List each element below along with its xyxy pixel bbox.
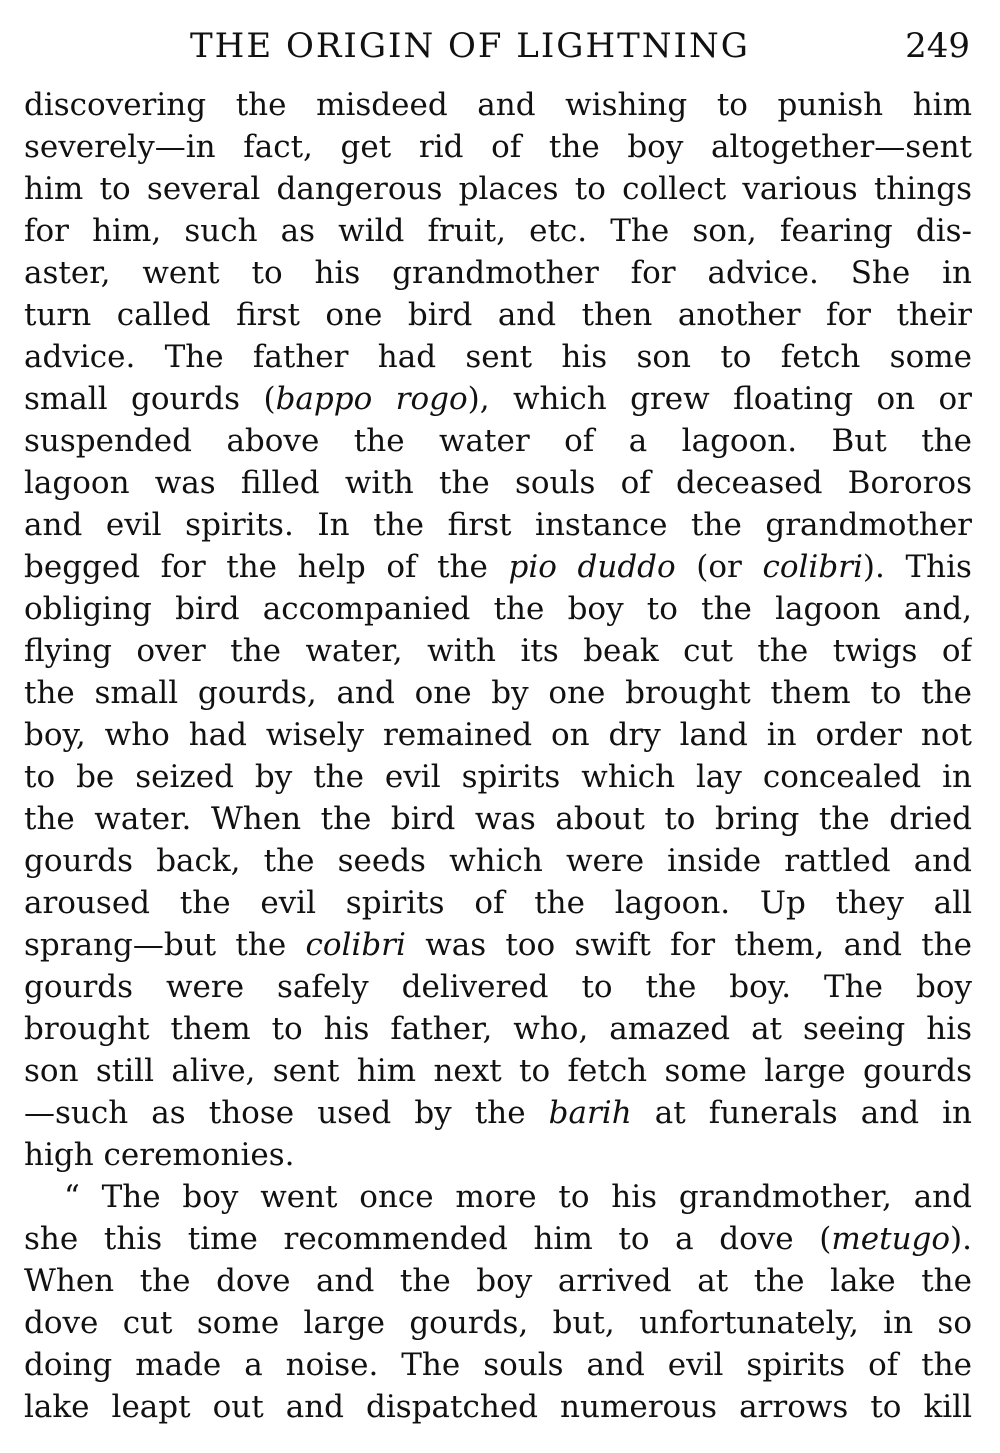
text-line: [24, 1344, 972, 1386]
text-run: turn called first one bird and then another for their: [24, 297, 972, 333]
text-line: [24, 588, 972, 630]
text-line: [24, 1176, 972, 1218]
text-run: suspended above the water of a lagoon. But the: [24, 423, 972, 459]
text-run: him to several dangerous places to collect various things: [24, 171, 972, 207]
text-run: begged for the help of the: [24, 549, 509, 585]
text-run: severely—in fact, get rid of the boy altogether—sent: [24, 129, 972, 165]
text-run: boy, who had wisely remained on dry land in order not: [24, 717, 972, 753]
text-line: [24, 1386, 972, 1428]
text-line: [24, 420, 972, 462]
running-head: [24, 22, 972, 80]
text-run: ). This: [862, 549, 972, 585]
italic-term: bappo rogo: [275, 381, 468, 417]
body-text: [24, 84, 972, 1428]
text-run: son still alive, sent him next to fetch some large gourds: [24, 1053, 972, 1089]
text-line: [24, 1092, 972, 1134]
text-run: discovering the misdeed and wishing to punish him: [24, 87, 972, 123]
chapter-title: THE ORIGIN OF LIGHTNING: [190, 26, 750, 66]
text-line: [24, 336, 972, 378]
text-run: ).: [950, 1221, 972, 1257]
text-run: the water. When the bird was about to bring the dried: [24, 801, 972, 837]
text-run: aster, went to his grandmother for advice. She in: [24, 255, 972, 291]
text-run: was too swift for them, and the: [405, 927, 972, 963]
text-line: [24, 756, 972, 798]
text-run: brought them to his father, who, amazed at seeing his: [24, 1011, 972, 1047]
text-line: [24, 294, 972, 336]
text-run: obliging bird accompanied the boy to the lagoon and,: [24, 591, 972, 627]
text-line: [24, 672, 972, 714]
text-line: [24, 1134, 972, 1176]
text-line: [24, 252, 972, 294]
text-line: [24, 1302, 972, 1344]
italic-term: pio duddo: [508, 549, 676, 585]
text-run: she this time recommended him to a dove (: [24, 1221, 832, 1257]
text-line: [24, 126, 972, 168]
text-line: [24, 798, 972, 840]
text-line: [24, 966, 972, 1008]
text-run: lake leapt out and dispatched numerous arrows to kill: [24, 1389, 972, 1425]
italic-term: colibri: [762, 549, 863, 585]
text-run: at funerals and in: [631, 1095, 972, 1131]
text-line: [24, 210, 972, 252]
text-run: flying over the water, with its beak cut the twigs of: [24, 633, 972, 669]
text-run: (or: [675, 549, 763, 585]
text-line: [24, 1050, 972, 1092]
book-page: [24, 22, 972, 1428]
text-run: to be seized by the evil spirits which lay concealed in: [24, 759, 972, 795]
text-run: When the dove and the boy arrived at the lake the: [24, 1263, 972, 1299]
text-run: small gourds (: [24, 381, 276, 417]
text-line: [24, 630, 972, 672]
text-run: lagoon was filled with the souls of deceased Bororos: [24, 465, 972, 501]
text-run: ), which grew floating on or: [467, 381, 972, 417]
text-run: advice. The father had sent his son to fetch some: [24, 339, 972, 375]
text-line: [24, 882, 972, 924]
text-line: [24, 1218, 972, 1260]
text-line: [24, 924, 972, 966]
text-run: the small gourds, and one by one brought them to the: [24, 675, 972, 711]
text-line: [24, 840, 972, 882]
text-run: sprang—but the: [24, 927, 306, 963]
text-run: doing made a noise. The souls and evil spirits of the: [24, 1347, 972, 1383]
italic-term: barih: [548, 1095, 632, 1131]
text-run: high ceremonies.: [24, 1137, 295, 1173]
text-run: “ The boy went once more to his grandmother, and: [64, 1179, 972, 1215]
text-run: aroused the evil spirits of the lagoon. Up they all: [24, 885, 972, 921]
italic-term: metugo: [831, 1221, 951, 1257]
text-line: [24, 168, 972, 210]
text-run: and evil spirits. In the first instance the grandmother: [24, 507, 972, 543]
text-line: [24, 84, 972, 126]
text-run: gourds back, the seeds which were inside rattled and: [24, 843, 972, 879]
text-line: [24, 462, 972, 504]
text-line: [24, 546, 972, 588]
text-line: [24, 714, 972, 756]
text-run: for him, such as wild fruit, etc. The son, fearing dis-: [24, 213, 972, 249]
text-run: gourds were safely delivered to the boy. The boy: [24, 969, 972, 1005]
text-line: [24, 504, 972, 546]
italic-term: colibri: [305, 927, 406, 963]
text-run: —such as those used by the: [24, 1095, 549, 1131]
text-line: [24, 378, 972, 420]
text-line: [24, 1008, 972, 1050]
page-number: 249: [905, 26, 970, 66]
text-line: [24, 1260, 972, 1302]
text-run: dove cut some large gourds, but, unfortunately, in so: [24, 1305, 972, 1341]
